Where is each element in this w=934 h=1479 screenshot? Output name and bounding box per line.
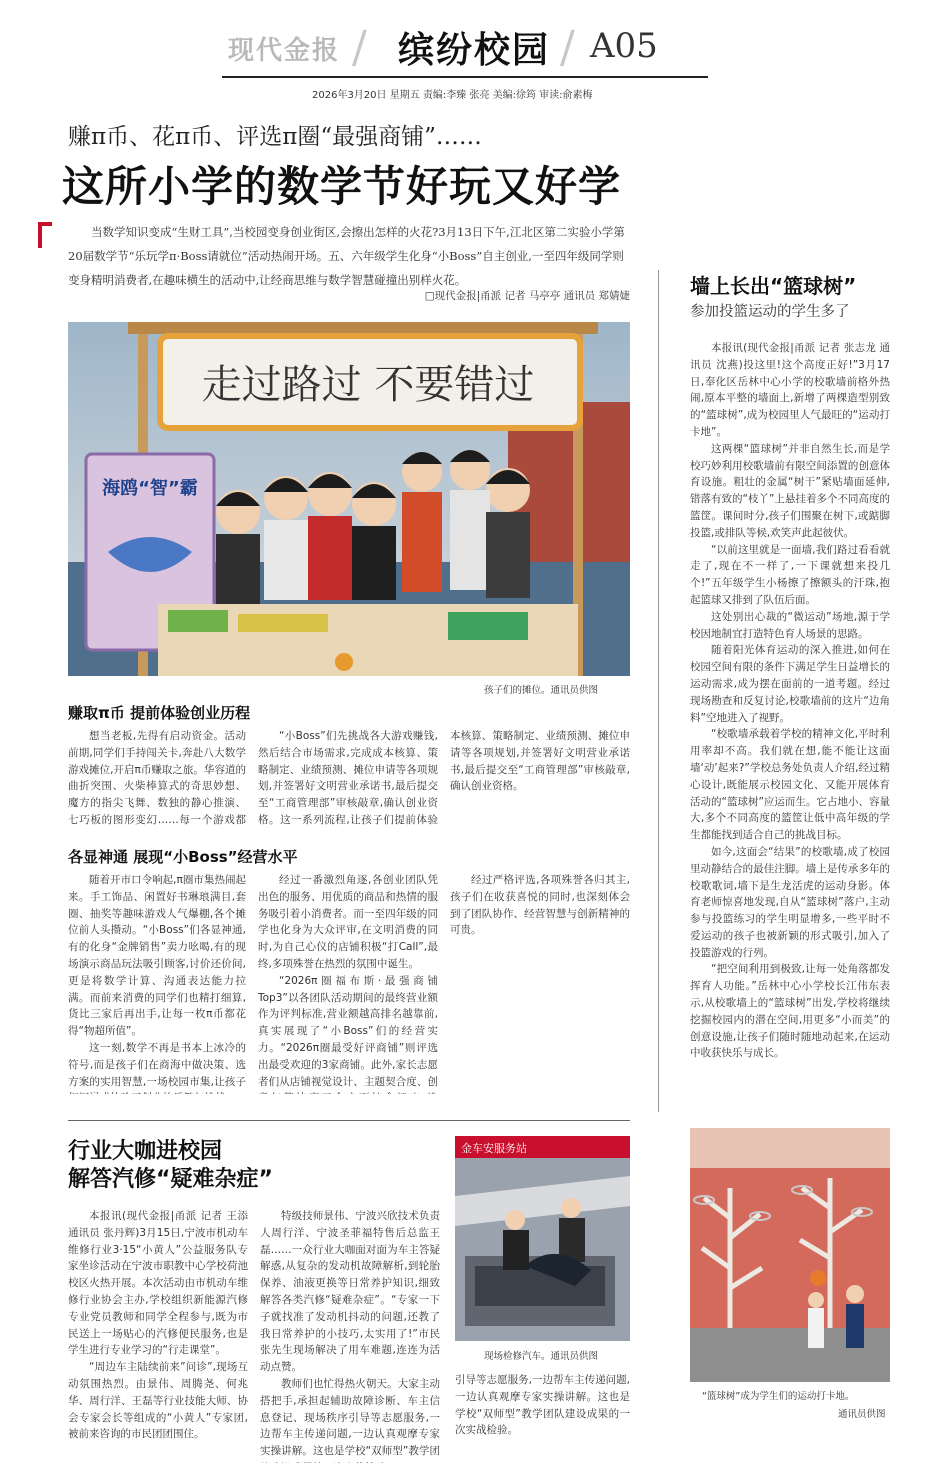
sub2-paragraph: 经过严格评选,各项殊誉各归其主,孩子们在收获喜悦的同时,也深刻体会到了团队协作、经营智慧与创新精神的可贵。: [450, 874, 630, 937]
sub2-paragraph: “2026π圈福布斯·最强商铺Top3”以各团队活动期间的最终营业额作为评判标准,营业额越高排名越靠前,真实展现了“小Boss”们的经营实力。“2026π圈最受好评商铺”则评选出最受欢迎的3家商铺。此外,家长志愿者们从店铺视觉设计、主题契合度、创: [258, 974, 438, 1088]
bottom-paragraph: “周边车主陆续前来”问诊”,现场互动氛围热烈。由景伟、周腾尧、何兆华、周行洋、王磊等行业技能大师、协会专家会长等组成的“小黄人”专家团,被前来咨询的市民团团围住。: [68, 1361, 248, 1441]
sidebar-paragraph: 这处别出心裁的“微运动”场地,源于学校因地制宜打造特色育人场景的思路。: [690, 610, 890, 640]
masthead-divider: /: [352, 22, 367, 73]
sub1-paragraph: “小Boss”们先挑战各大游戏赚钱,然后结合市场需求,完成成本核算、策略制定、业绩预测、摊位申请等各项规划,并签署好文明营业承诺书,最后提交至“工商管理部”审核敲章,确认创业资格。这一系列流程,让孩子们提前体验: [258, 730, 438, 826]
subhead-earn-pi: 赚取π币 提前体验创业历程: [68, 704, 251, 722]
masthead-section-name: 缤纷校园: [398, 30, 551, 71]
sub1-column-1: [68, 728, 246, 828]
bottom-paragraph: 教师们也忙得热火朝天。大家主动搭把手,承担起辅助故障诊断、车主信息登记、现场秩序引导等志愿服务,一边帮车主传递问题,一边认真观摩专家实操讲解。这也是学校“双师型”教学团: [260, 1377, 440, 1458]
sidebar-paragraph: “校歌墙承载着学校的精神文化,平时利用率却不高。我们就在想,能不能让这面墙‘动’起来?”学校总务处负责人介绍,经过精心设计,既能展示校园文化、又能开展体育活动的“篮球树”应运而生。它占地小、容量大,多个不同高度的篮筐让低中高年级的学生都能找到适合自己的挑战目标。: [690, 728, 890, 842]
sub2-column-1: [68, 872, 246, 1094]
car-photo-banner: 金车安服务站: [461, 1142, 527, 1155]
bottom-column-1: [68, 1208, 248, 1463]
masthead-page-number: A05: [590, 26, 658, 66]
sidebar-paragraph: 随着阳光体育运动的深入推进,如何在校园空间有限的条件下满足学生日益增长的运动需求,成为摆在面前的一道考题。经过现场勘查和反复讨论,校歌墙前的这片“边角料”空地进入了视野。: [690, 644, 890, 724]
sidebar-photo-caption: “篮球树”成为学生们的运动打卡地。: [702, 1391, 855, 1402]
bottom-paragraph: 特级技师景伟、宁波兴欣技术负责人周行洋、宁波圣菲福特售后总监王磊……一众行业大咖面对面为车主答疑解惑,从复杂的发动机故障解析,到轮胎保养、油液更换等日常养护知识,细致解答各类汽修“疑难杂症”。“专家一下子就找准了发动机抖动的问题,还教了我日常养护的小技巧,太实用了!”市民张先生现场解决了用车难题,连连为活动点赞。: [260, 1210, 440, 1374]
masthead-byline: 2026年3月20日 星期五 责编:李臻 张亮 美编:徐筠 审读:俞素梅: [312, 90, 593, 101]
sidebar-body: [690, 340, 890, 1110]
photo-poster-text: 海鸥“智”霸: [102, 478, 198, 499]
sub2-paragraph: 经过一番激烈角逐,各创业团队凭出色的服务、用优质的商品和热情的服务吸引着小消费者。而一至四年级的同学也化身为大众评审,在文明消费的同时,为自己心仪的店铺积极“打Call”,最终,多项殊誉在热烈的氛围中诞生。: [258, 874, 438, 970]
sub1-paragraph-cont: 本核算、策略制定、业绩预测、摊位申请等各项规划,并签署好文明营业承诺书,最后提交至“工商管理部”审核敲章,确认创业资格。: [450, 730, 630, 793]
bottom-photo-caption: 现场检修汽车。通讯员供图: [484, 1351, 599, 1362]
main-photo-caption: 孩子们的摊位。通讯员供图: [484, 685, 599, 696]
sub1-column-2: [258, 728, 438, 828]
bottom-title-line-1: 行业大咖进校园: [68, 1139, 223, 1164]
bottom-paragraph: 本报讯(现代金报|甬派 记者 王添 通讯员 张丹辉)3月15日,宁波市机动车维修行业3·15“小黄人”公益服务队专家坐诊活动在宁波市职教中心学校荷池校区火热开展。本次活动由市机动车维修行业协会主办,学校组织新能源汽修专业党员教师和同学全程参与,既为市民送上一场贴心的汽修便民服务,也是学生进行专业学习的“行走课堂”。: [68, 1210, 248, 1357]
photo-sign-text: 走过路过 不要错过: [201, 362, 535, 408]
sidebar-paragraph: 这两棵“篮球树”并非自然生长,而是学校巧妙利用校歌墙前有限空间添置的创意体育设施。粗壮的金属“树干”紧贴墙面延伸,错落有致的“枝丫”上悬挂着多个不同高度的篮筐。课间时分,孩子们围聚在树下,或踮脚投篮,或排队等候,欢笑声此起彼伏。: [690, 442, 890, 539]
sidebar-photo-credit: 通讯员供图: [838, 1409, 886, 1420]
masthead-divider: /: [560, 22, 575, 73]
main-reporter: □现代金报|甬派 记者 马亭亭 通讯员 郑婧婕: [424, 290, 630, 302]
masthead-rule: [222, 76, 708, 78]
sub1-paragraph: 想当老板,先得有启动资金。活动前期,同学们手持闯关卡,奔赴八大数学游戏摊位,开启π币赚取之旅。华容道的曲折突围、火柴棒算式的奇思妙想、魔方的指尖飞舞、数独的静心推演、七巧板的图形变幻……每一个游戏都: [68, 730, 246, 826]
sidebar-paragraph: 如今,这面会“结果”的校歌墙,成了校园里动静结合的最佳注脚。墙上是传承多年的校歌歌词,墙下是生龙活虎的运动身影。体育老师惊喜地发现,自从“篮球树”落户,主动参与投篮练习的学生明显增多,一些平时不爱运动的孩子也被新颖的形式吸引,加入了投篮游戏的行列。: [690, 845, 890, 959]
bottom-photo-car-repair: [455, 1136, 630, 1341]
lead-bracket-mark: [38, 222, 52, 248]
sub2-paragraph: 这一刻,数学不再是书本上冰冷的符号,而是孩子们在商海中做决策、选方案的实用智慧,一场校园市集,让孩子: [68, 1041, 246, 1088]
subhead-boss-show: 各显神通 展现“小Boss”经营水平: [68, 848, 298, 866]
sub2-column-2: [258, 872, 438, 1094]
main-lead: 当数学知识变成“生财工具”,当校园变身创业街区,会擦出怎样的火花?3月13日下午,江北区第二实验小学第20届数学节“乐玩学π·Boss请就位”活动热闹开场。五、六年级学生化身“小Boss”自主创业,一至四年级同学则变身精明消费者,在趣味横生的活动中,让经商思维与数学智慧碰撞出别样火花。: [68, 225, 625, 287]
sidebar-subtitle: 参加投篮运动的学生多了: [690, 304, 850, 320]
sidebar-paragraph: 本报讯(现代金报|甬派 记者 张志龙 通讯员 沈燕)投这里!这个高度正好!”3月17日,奉化区岳林中心小学的校歌墙前格外热闹,原本平整的墙面上,新增了两棵造型别致的“篮球树”,成为校园里人气最旺的“运动打卡地”。: [690, 342, 890, 438]
bottom-column-2: [260, 1208, 440, 1463]
masthead-paper-name: 现代金报: [228, 36, 341, 66]
sub2-column-3: [450, 872, 630, 1094]
sub1-column-3: [450, 728, 630, 828]
bottom-paragraph-cont: 引导等志愿服务,一边帮车主传递问题,一边认真观摩专家实操讲解。这也是学校“双师型”教学团队建设成果的一次实战检验。: [455, 1374, 630, 1437]
sidebar-paragraph: “以前这里就是一面墙,我们路过看看就走了,现在不一样了,一下课就想来投几个!”五年级学生小杨擦了擦额头的汗珠,抱起篮球又排到了队伍后面。: [690, 543, 890, 606]
main-photo-stall: [68, 322, 630, 676]
sidebar-paragraph: “把空间利用到极致,让每一处角落都发挥育人功能。”岳林中心小学校长江伟东表示,从校歌墙上的“篮球树”出发,学校将继续挖掘校园内的潜在空间,用更多“小而美”的创意设施,让孩子们随时随地动起来,在运动中收获快乐与成长。: [690, 963, 890, 1060]
bottom-column-3: [455, 1372, 630, 1464]
bottom-title-line-2: 解答汽修“疑难杂症”: [68, 1167, 273, 1192]
bottom-section-rule: [68, 1120, 630, 1121]
main-headline: 这所小学的数学节好玩又好学: [62, 162, 622, 211]
sidebar-photo-basketball-tree: [690, 1128, 890, 1382]
main-kicker: 赚π币、花π币、评选π圈“最强商铺”……: [68, 124, 482, 150]
sidebar-divider: [658, 270, 659, 1112]
sub2-paragraph: 随着开市口令响起,π圈市集热闹起来。手工饰品、闲置好书琳琅满目,套圈、抽奖等趣味游戏人气爆棚,各个摊位前人头攒动。“小Boss”们各显神通,有的化身“金牌销售”卖力吆喝,有的现场演示商品玩法吸引顾客,讨价还价间,更是将数学计算、沟通表达能力拉满。而前来消费的同学们也精打细算,货比三家后再出手,让每一枚π币都花得“物超所值”。: [68, 874, 246, 1038]
sidebar-title: 墙上长出“篮球树”: [690, 274, 857, 298]
